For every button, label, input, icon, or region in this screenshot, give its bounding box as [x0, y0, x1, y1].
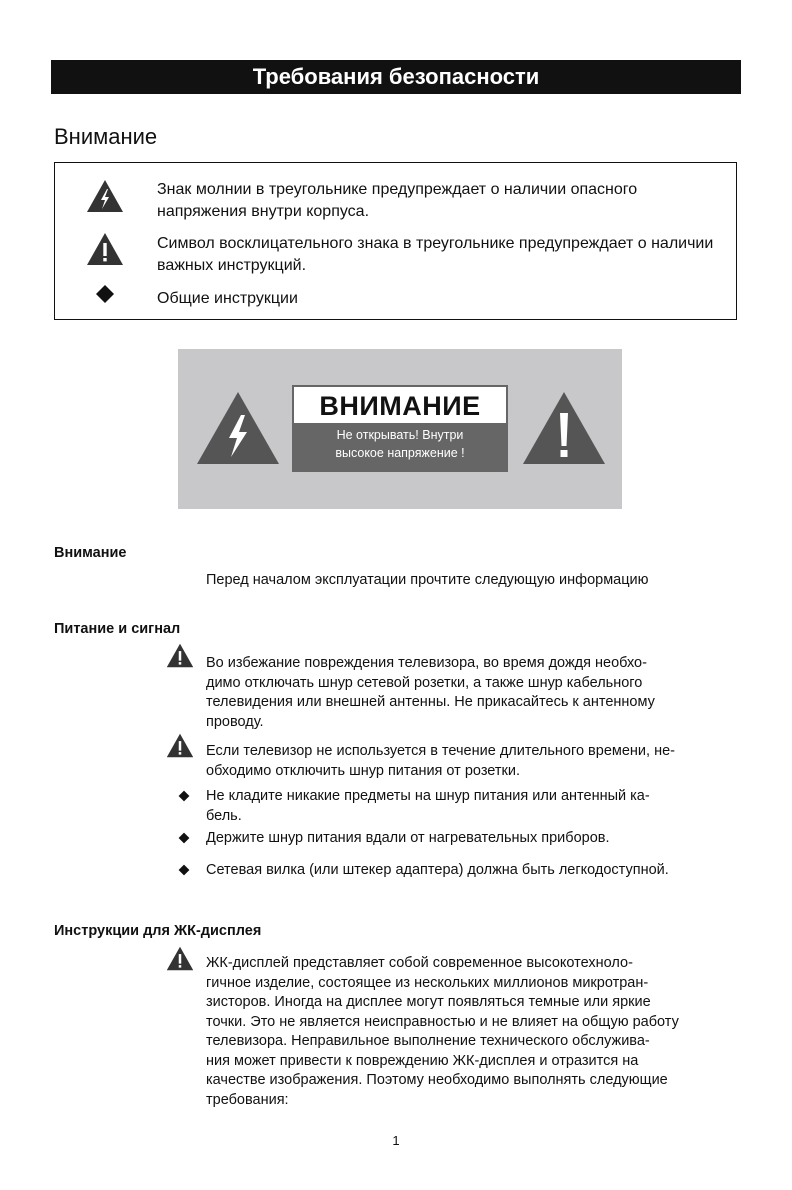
lcd-line: зисторов. Иногда на дисплее могут появляться темные или яркие [206, 994, 651, 1010]
legend-text-lightning: Знак молнии в треугольнике предупреждает о наличии опасного напряжения внутри корпуса. [157, 181, 638, 220]
power-item-2 [206, 742, 746, 781]
lightning-triangle-icon [196, 391, 280, 465]
section-heading-power: Питание и сигнал [54, 621, 181, 637]
page-title: Требования безопасности [252, 64, 540, 89]
diamond-bullet-icon [178, 832, 190, 844]
power-item-3 [206, 787, 746, 826]
warning-sign-text [294, 426, 506, 462]
power-item-1-line: проводу. [206, 713, 264, 730]
warning-sign-title: ВНИМАНИЕ [294, 387, 506, 423]
lcd-line: ЖК-дисплей представляет собой современное высокотехноло- [206, 955, 633, 971]
lcd-line: точки. Это не является неисправностью и не влияет на общую работу [206, 1013, 679, 1030]
power-item-1-line: телевидения или внешней антенны. Не прикасайтесь к антенному [206, 694, 655, 710]
power-item-2-line: Если телевизор не используется в течение длительного времени, не- [206, 743, 675, 759]
exclamation-triangle-icon [166, 643, 194, 668]
lightning-triangle-icon [86, 179, 124, 213]
diamond-bullet-icon [178, 790, 190, 802]
warning-label-panel [178, 349, 622, 509]
power-item-1-line: Во избежание повреждения телевизора, во время дождя необхо- [206, 655, 647, 671]
exclamation-triangle-icon [522, 391, 606, 465]
page-header-bar [51, 60, 741, 94]
lcd-line: гичное изделие, состоящее из нескольких миллионов микротран- [206, 974, 649, 991]
power-item-2-line: обходимо отключить шнур питания от розетки. [206, 762, 520, 779]
diamond-bullet-icon [178, 864, 190, 876]
lcd-paragraph [206, 954, 746, 1110]
exclamation-triangle-icon [166, 733, 194, 758]
legend-text-exclamation: Символ восклицательного знака в треугольнике предупреждает о наличии важных инструкций. [157, 235, 714, 274]
exclamation-triangle-icon [86, 232, 124, 266]
lcd-line: ния может привести к повреждению ЖК-дисплея и отразится на [206, 1052, 639, 1069]
attention-heading: Внимание [54, 124, 158, 149]
legend-text-general: Общие инструкции [157, 290, 298, 307]
power-item-4: Держите шнур питания вдали от нагревательных приборов. [206, 830, 610, 846]
symbol-legend-box [54, 162, 737, 320]
exclamation-triangle-icon [166, 946, 194, 971]
attention-text: Перед началом эксплуатации прочтите следующую информацию [206, 572, 649, 588]
power-item-3-line: Не кладите никакие предметы на шнур питания или антенный ка- [206, 788, 650, 804]
lcd-line: телевизора. Неправильное выполнение технического обслужива- [206, 1033, 650, 1049]
power-item-3-line: бель. [206, 807, 242, 824]
warning-sign [292, 385, 508, 472]
page-number: 1 [392, 1133, 400, 1148]
section-heading-lcd: Инструкции для ЖК-дисплея [54, 923, 262, 939]
power-item-5: Сетевая вилка (или штекер адаптера) должна быть легкодоступной. [206, 862, 669, 878]
lcd-line: требования: [206, 1091, 289, 1108]
warning-sign-line-2: высокое напряжение ! [335, 446, 465, 460]
warning-sign-line-1: Не открывать! Внутри [336, 428, 464, 442]
diamond-bullet-icon [95, 284, 115, 304]
power-item-1 [206, 654, 746, 732]
lcd-line: качестве изображения. Поэтому необходимо выполнять следующие [206, 1072, 668, 1088]
power-item-1-line: димо отключать шнур сетевой розетки, а также шнур кабельного [206, 674, 643, 691]
section-heading-attention: Внимание [54, 545, 127, 561]
